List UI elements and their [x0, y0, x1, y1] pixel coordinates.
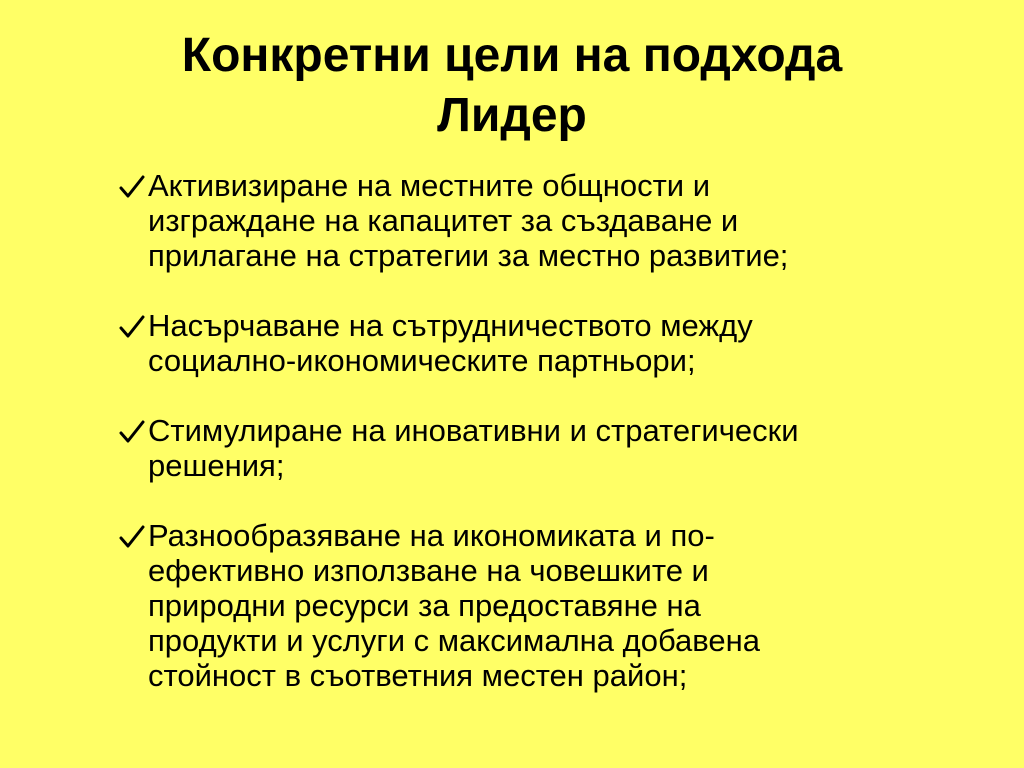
bullet-item — [118, 518, 998, 693]
bullet-line: продукти и услуги с максимална добавена — [148, 623, 760, 658]
bullet-item — [118, 168, 998, 273]
checkmark-icon — [118, 168, 148, 203]
bullet-line: Активизиране на местните общности и — [148, 168, 711, 203]
slide-title-line-2: Лидер — [437, 89, 587, 142]
checkmark-icon — [118, 518, 148, 553]
checkmark-icon — [118, 413, 148, 448]
bullet-line: Разнообразяване на икономиката и по- — [148, 518, 715, 553]
slide-title — [0, 26, 1024, 146]
bullet-line: социално-икономическите партньори; — [148, 343, 696, 378]
bullet-line: изграждане на капацитет за създаване и — [148, 203, 739, 238]
slide-title-line-1: Конкретни цели на подхода — [181, 29, 843, 82]
bullet-item — [118, 308, 998, 378]
bullet-list — [118, 168, 998, 693]
bullet-item — [118, 413, 998, 483]
bullet-line: прилагане на стратегии за местно развитие; — [148, 238, 789, 273]
bullet-line: стойност в съответния местен район; — [148, 658, 688, 693]
bullet-line: Стимулиране на иновативни и стратегически — [148, 413, 799, 448]
bullet-line: Насърчаване на сътрудничеството между — [148, 308, 753, 343]
bullet-line: решения; — [148, 448, 285, 483]
checkmark-icon — [118, 308, 148, 343]
bullet-line: природни ресурси за предоставяне на — [148, 588, 701, 623]
bullet-line: ефективно използване на човешките и — [148, 553, 709, 588]
